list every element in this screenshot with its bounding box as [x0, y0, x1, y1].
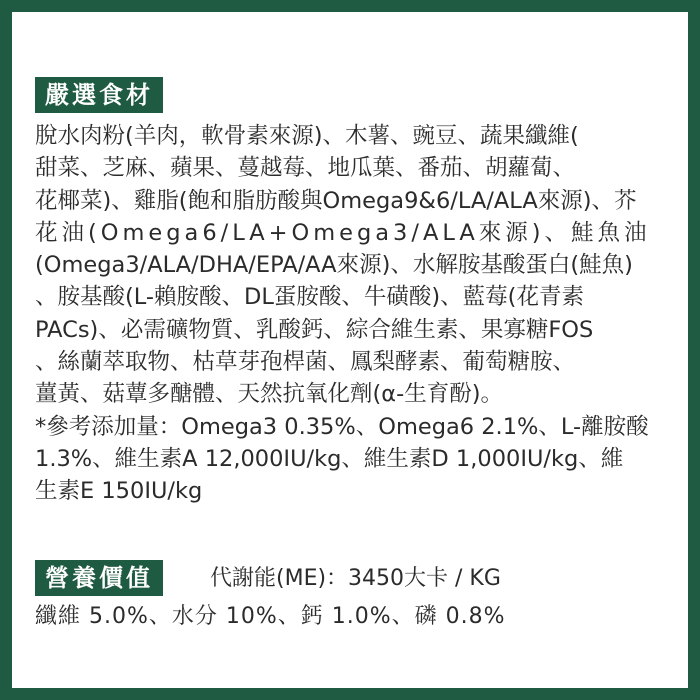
reference-additives-line-1: *參考添加量：Omega3 0.35%、Omega6 2.1%、L-離胺酸 — [35, 413, 649, 440]
ingredients-line-9: 薑黃、菇蕈多醣體、天然抗氧化劑(α-生育酚)。 — [35, 381, 504, 408]
ingredients-line-5: (Omega3/ALA/DHA/EPA/AA來源)、水解胺基酸蛋白(鮭魚) — [35, 252, 633, 279]
ingredients-list — [35, 120, 675, 508]
nutrition-values: 纖維 5.0%、水分 10%、鈣 1.0%、磷 0.8% — [35, 604, 506, 629]
ingredients-line-1: 脫水肉粉(羊肉，軟骨素來源)、木薯、豌豆、蔬果纖維( — [35, 123, 579, 149]
ingredients-heading: 嚴選食材 — [35, 77, 163, 113]
ingredients-line-4: 花油(Omega6/LA+Omega3/ALA來源)、鮭魚油 — [35, 219, 651, 246]
nutrition-heading: 營養價值 — [35, 560, 163, 596]
ingredients-line-6: 、胺基酸(L-賴胺酸、DL蛋胺酸、牛磺酸)、藍莓(花青素 — [35, 284, 584, 311]
ingredients-line-3: 花椰菜)、雞脂(飽和脂肪酸與Omega9&6/LA/ALA來源)、芥 — [35, 187, 637, 214]
ingredients-line-2: 甜菜、芝麻、蘋果、蔓越莓、地瓜葉、番茄、胡蘿蔔、 — [35, 155, 576, 182]
reference-additives-line-2: 1.3%、維生素A 12,000IU/kg、維生素D 1,000IU/kg、維 — [35, 445, 624, 472]
ingredients-line-8: 、絲蘭萃取物、枯草芽孢桿菌、鳳梨酵素、葡萄糖胺、 — [35, 349, 576, 376]
reference-additives-line-3: 生素E 150IU/kg — [35, 478, 203, 505]
ingredients-line-7: PACs)、必需礦物質、乳酸鈣、綜合維生素、果寡糖FOS — [35, 316, 594, 343]
metabolizable-energy: 代謝能(ME)：3450大卡 / KG — [210, 566, 501, 591]
